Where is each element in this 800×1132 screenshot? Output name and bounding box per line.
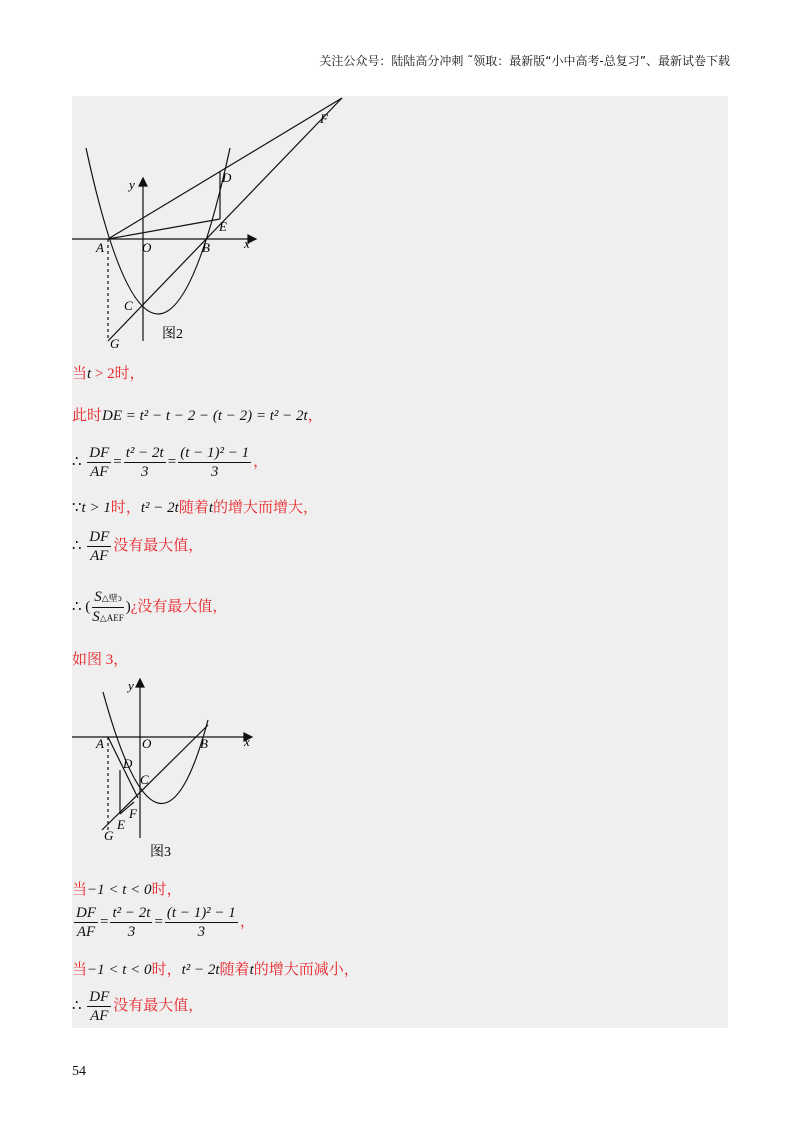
line-3: ∴ $\frac{DF}{AF}$ = $\frac{\text{t² − 2t}}{3}$ = $\frac{\text{(t − 1)² − 1}}{3}$ ，: [72, 445, 269, 480]
line-6: ∴ ( $\frac{\text{S△壁ↄ}}{\text{S△AEF}}$ )¿没有最大值，: [72, 589, 228, 625]
line-8: 当−1 < t < 0时，: [72, 882, 182, 898]
line-5: ∴ $\frac{DF}{AF}$ 没有最大值，: [72, 529, 204, 564]
line-1: 当t > 2时，: [72, 366, 145, 382]
label-b: B: [200, 736, 208, 751]
figure-2-graph: [72, 96, 362, 352]
label-c: C: [140, 772, 149, 787]
line-4: ∵t > 1时，t² − 2t随着t的增大而增大，: [72, 500, 319, 516]
label-a: A: [96, 240, 104, 255]
y-axis-arrow: [139, 178, 147, 186]
line-10: 当−1 < t < 0时，t² − 2t随着t的增大而减小，: [72, 962, 359, 978]
label-x: x: [244, 236, 250, 251]
label-x: x: [244, 734, 250, 749]
page-header: 关注公众号：陆陆高分冲刺 ˜领取：最新版“小中高考-总复习”、最新试卷下载: [319, 54, 730, 68]
line-9: $\frac{DF}{AF}$ = $\frac{\text{t² − 2t}}{3}$ = $\frac{\text{(t − 1)² − 1}}{3}$ ，: [76, 905, 255, 940]
label-e: E: [117, 817, 125, 832]
label-o: O: [142, 736, 152, 751]
label-f: F: [320, 111, 328, 126]
label-o: O: [142, 240, 152, 255]
label-y: y: [129, 177, 135, 192]
label-d: D: [222, 170, 232, 185]
line-11: ∴ $\frac{DF}{AF}$ 没有最大值，: [72, 989, 204, 1024]
figure-3-caption: 图3: [150, 845, 171, 860]
label-e: E: [219, 219, 227, 234]
line-af: [108, 98, 342, 239]
label-y: y: [128, 678, 134, 693]
label-d: D: [123, 756, 133, 771]
y-axis-arrow: [136, 679, 144, 687]
label-f: F: [129, 806, 137, 821]
label-g: G: [104, 828, 114, 843]
figure-2: [72, 96, 362, 352]
label-c: C: [124, 298, 133, 313]
figure-3-graph: [72, 670, 272, 865]
page-number: 54: [72, 1064, 86, 1079]
label-a: A: [96, 736, 104, 751]
line-2: 此时DE = t² − t − 2 − (t − 2) = t² − 2t，: [72, 408, 323, 424]
figure-3: [72, 670, 272, 865]
parabola: [103, 692, 208, 804]
line-7: 如图 3，: [72, 652, 129, 668]
figure-2-caption: 图2: [162, 327, 183, 342]
label-b: B: [202, 240, 210, 255]
label-g: G: [110, 336, 120, 351]
